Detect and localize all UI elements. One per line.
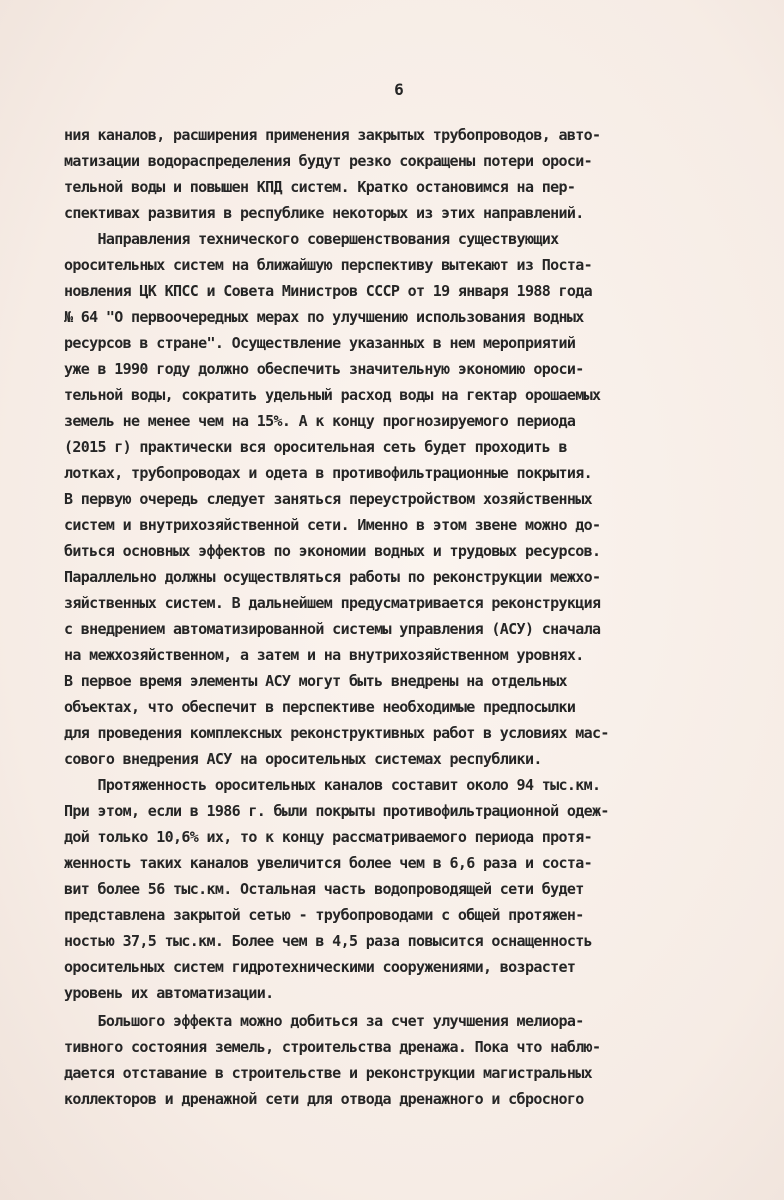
text-line: Большого эффекта можно добиться за счет улучшения мелиора-	[64, 1012, 584, 1030]
text-line: на межхозяйственном, а затем и на внутрихозяйственном уровнях.	[64, 646, 584, 664]
text-line: При этом, если в 1986 г. были покрыты противофильтрационной одеж-	[64, 802, 609, 820]
text-line: дой только 10,6% их, то к концу рассматриваемого периода протя-	[64, 828, 592, 846]
text-line: № 64 "О первоочередных мерах по улучшению использования водных	[64, 308, 584, 326]
text-line: уровень их автоматизации.	[64, 984, 274, 1002]
text-line: Параллельно должны осуществляться работы по реконструкции межхо-	[64, 568, 601, 586]
text-line: коллекторов и дренажной сети для отвода дренажного и сбросного	[64, 1090, 584, 1108]
text-line: лотках, трубопроводах и одета в противофильтрационные покрытия.	[64, 464, 592, 482]
text-line: женность таких каналов увеличится более чем в 6,6 раза и соста-	[64, 854, 592, 872]
text-line: тельной воды, сократить удельный расход воды на гектар орошаемых	[64, 386, 601, 404]
text-line: Направления технического совершенствования существующих	[64, 230, 559, 248]
text-line: представлена закрытой сетью - трубопроводами с общей протяжен-	[64, 906, 584, 924]
text-line: тельной воды и повышен КПД систем. Кратко остановимся на пер-	[64, 178, 576, 196]
text-line: ния каналов, расширения применения закрытых трубопроводов, авто-	[64, 126, 601, 144]
text-line: вит более 56 тыс.км. Остальная часть водопроводящей сети будет	[64, 880, 584, 898]
text-line: новления ЦК КПСС и Совета Министров СССР от 19 января 1988 года	[64, 282, 592, 300]
text-line: ресурсов в стране". Осуществление указанных в нем мероприятий	[64, 334, 576, 352]
text-line: оросительных систем на ближайшую перспективу вытекают из Поста-	[64, 256, 592, 274]
text-line: Протяженность оросительных каналов составит около 94 тыс.км.	[64, 776, 601, 794]
text-line: для проведения комплексных реконструктивных работ в условиях мас-	[64, 724, 609, 742]
text-line: матизации водораспределения будут резко сокращены потери ороси-	[64, 152, 592, 170]
text-line: ностью 37,5 тыс.км. Более чем в 4,5 раза повысится оснащенность	[64, 932, 592, 950]
text-line: тивного состояния земель, строительства дренажа. Пока что наблю-	[64, 1038, 601, 1056]
text-line: объектах, что обеспечит в перспективе необходимые предпосылки	[64, 698, 576, 716]
text-line: биться основных эффектов по экономии водных и трудовых ресурсов.	[64, 542, 601, 560]
text-line: спективах развития в республике некоторых из этих направлений.	[64, 204, 584, 222]
text-line: земель не менее чем на 15%. А к концу прогнозируемого периода	[64, 412, 576, 430]
text-line: с внедрением автоматизированной системы управления (АСУ) сначала	[64, 620, 601, 638]
text-line: оросительных систем гидротехническими сооружениями, возрастет	[64, 958, 576, 976]
text-line: сового внедрения АСУ на оросительных системах республики.	[64, 750, 542, 768]
text-line: систем и внутрихозяйственной сети. Именно в этом звене можно до-	[64, 516, 601, 534]
text-line: дается отставание в строительстве и реконструкции магистральных	[64, 1064, 592, 1082]
text-line: В первое время элементы АСУ могут быть внедрены на отдельных	[64, 672, 567, 690]
text-line: В первую очередь следует заняться переустройством хозяйственных	[64, 490, 592, 508]
page-number: 6	[394, 80, 404, 99]
text-line: зяйственных систем. В дальнейшем предусматривается реконструкция	[64, 594, 601, 612]
text-line: уже в 1990 году должно обеспечить значительную экономию ороси-	[64, 360, 584, 378]
text-line: (2015 г) практически вся оросительная сеть будет проходить в	[64, 438, 567, 456]
